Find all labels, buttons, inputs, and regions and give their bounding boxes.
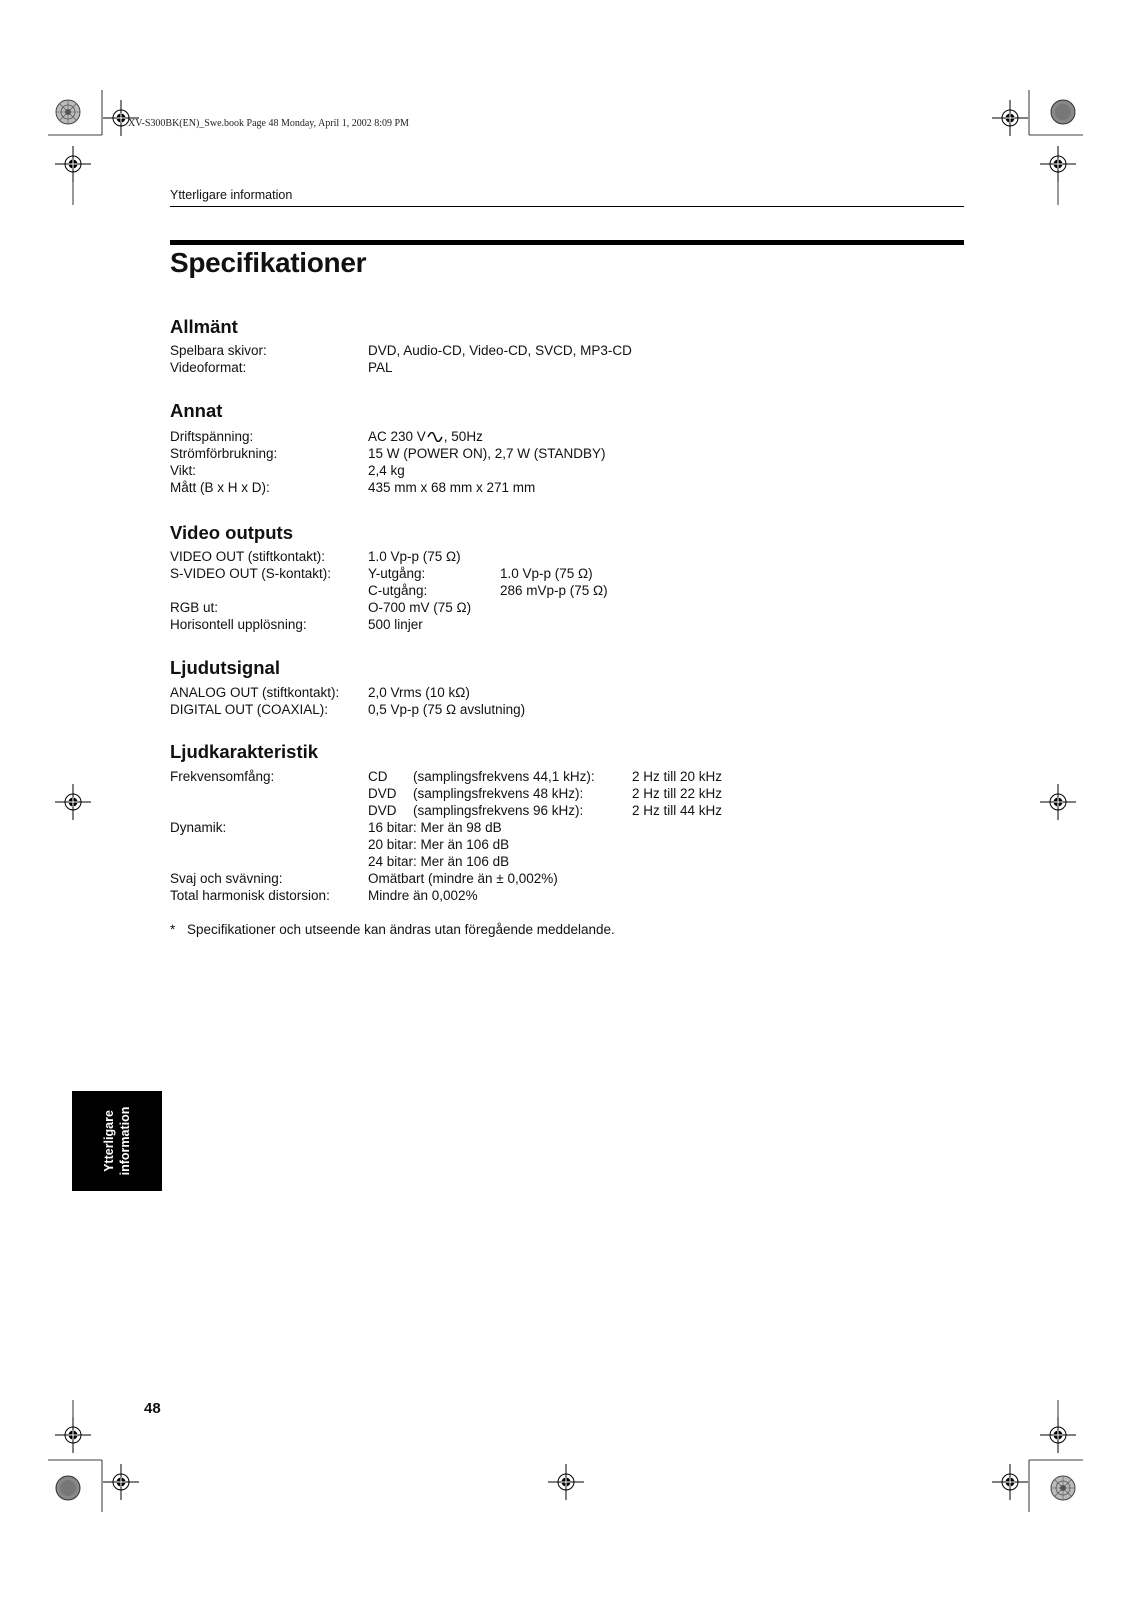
spec-value: Y-utgång: bbox=[368, 566, 426, 581]
disc-format: DVD bbox=[368, 803, 397, 818]
section-title-allmant: Allmänt bbox=[170, 316, 238, 337]
voltage-text: AC 230 V bbox=[368, 429, 426, 444]
title-rule bbox=[170, 240, 964, 245]
disc-format: CD bbox=[368, 769, 388, 784]
disc-format: DVD bbox=[368, 786, 397, 801]
spec-label: S-VIDEO OUT (S-kontakt): bbox=[170, 566, 332, 581]
spec-value: PAL bbox=[368, 360, 393, 375]
ac-wave-icon bbox=[427, 432, 443, 442]
spec-value: 15 W (POWER ON), 2,7 W (STANDBY) bbox=[368, 446, 606, 461]
spec-value: Omätbart (mindre än ± 0,002%) bbox=[368, 871, 558, 886]
side-tab-label bbox=[101, 1107, 133, 1176]
spec-label: Spelbara skivor: bbox=[170, 343, 267, 358]
section-title-annat: Annat bbox=[170, 400, 223, 421]
print-header: XV-S300BK(EN)_Swe.book Page 48 Monday, April 1, 2002 8:09 PM bbox=[128, 118, 409, 129]
spec-label: Frekvensomfång: bbox=[170, 769, 275, 784]
sampling-detail: (samplingsfrekvens 44,1 kHz): bbox=[413, 769, 595, 784]
spec-label: Driftspänning: bbox=[170, 429, 254, 444]
spec-value: 2,4 kg bbox=[368, 463, 405, 478]
spec-label: DIGITAL OUT (COAXIAL): bbox=[170, 702, 329, 717]
spec-value: 500 linjer bbox=[368, 617, 423, 632]
page-number: 48 bbox=[144, 1400, 161, 1417]
section-title-ljudkarakteristik: Ljudkarakteristik bbox=[170, 741, 319, 762]
side-tab-line2: information bbox=[118, 1106, 132, 1176]
footnote-text: Specifikationer och utseende kan ändras utan föregående meddelande. bbox=[187, 922, 615, 937]
spec-value: 0,5 Vp-p (75 Ω avslutning) bbox=[368, 702, 526, 717]
spec-value: 435 mm x 68 mm x 271 mm bbox=[368, 480, 536, 495]
spec-value: 2,0 Vrms (10 kΩ) bbox=[368, 685, 470, 700]
side-tab bbox=[72, 1091, 162, 1191]
spec-value: 1.0 Vp-p (75 Ω) bbox=[368, 549, 461, 564]
spec-subvalue: 1.0 Vp-p (75 Ω) bbox=[500, 566, 593, 581]
header-rule bbox=[170, 206, 964, 207]
page-title: Specifikationer bbox=[170, 247, 367, 278]
spec-label: Svaj och svävning: bbox=[170, 871, 283, 886]
spec-value: C-utgång: bbox=[368, 583, 428, 598]
frequency-range: 2 Hz till 44 kHz bbox=[632, 803, 723, 818]
footnote-marker: * bbox=[170, 922, 176, 937]
frequency-range: 2 Hz till 20 kHz bbox=[632, 769, 723, 784]
section-title-video: Video outputs bbox=[170, 522, 293, 543]
spec-label: Total harmonisk distorsion: bbox=[170, 888, 330, 903]
sampling-detail: (samplingsfrekvens 48 kHz): bbox=[413, 786, 584, 801]
side-tab-line1: Ytterligare bbox=[102, 1110, 116, 1172]
frequency-text: , 50Hz bbox=[443, 429, 483, 444]
spec-label: Strömförbrukning: bbox=[170, 446, 278, 461]
spec-label: Horisontell upplösning: bbox=[170, 617, 307, 632]
spec-value: DVD, Audio-CD, Video-CD, SVCD, MP3-CD bbox=[368, 343, 632, 358]
spec-label: Dynamik: bbox=[170, 820, 227, 835]
spec-label: Mått (B x H x D): bbox=[170, 480, 270, 495]
spec-value: 24 bitar: Mer än 106 dB bbox=[368, 854, 510, 869]
spec-label: VIDEO OUT (stiftkontakt): bbox=[170, 549, 326, 564]
sampling-detail: (samplingsfrekvens 96 kHz): bbox=[413, 803, 584, 818]
spec-label: RGB ut: bbox=[170, 600, 219, 615]
spec-value: O-700 mV (75 Ω) bbox=[368, 600, 472, 615]
section-title-ljudutsignal: Ljudutsignal bbox=[170, 657, 280, 678]
spec-subvalue: 286 mVp-p (75 Ω) bbox=[500, 583, 608, 598]
frequency-range: 2 Hz till 22 kHz bbox=[632, 786, 723, 801]
spec-value bbox=[368, 428, 483, 445]
spec-value: 20 bitar: Mer än 106 dB bbox=[368, 837, 510, 852]
spec-label: Vikt: bbox=[170, 463, 197, 478]
spec-value: 16 bitar: Mer än 98 dB bbox=[368, 820, 502, 835]
spec-label: Videoformat: bbox=[170, 360, 247, 375]
spec-label: ANALOG OUT (stiftkontakt): bbox=[170, 685, 340, 700]
spec-value: Mindre än 0,002% bbox=[368, 888, 478, 903]
running-head: Ytterligare information bbox=[170, 188, 293, 202]
